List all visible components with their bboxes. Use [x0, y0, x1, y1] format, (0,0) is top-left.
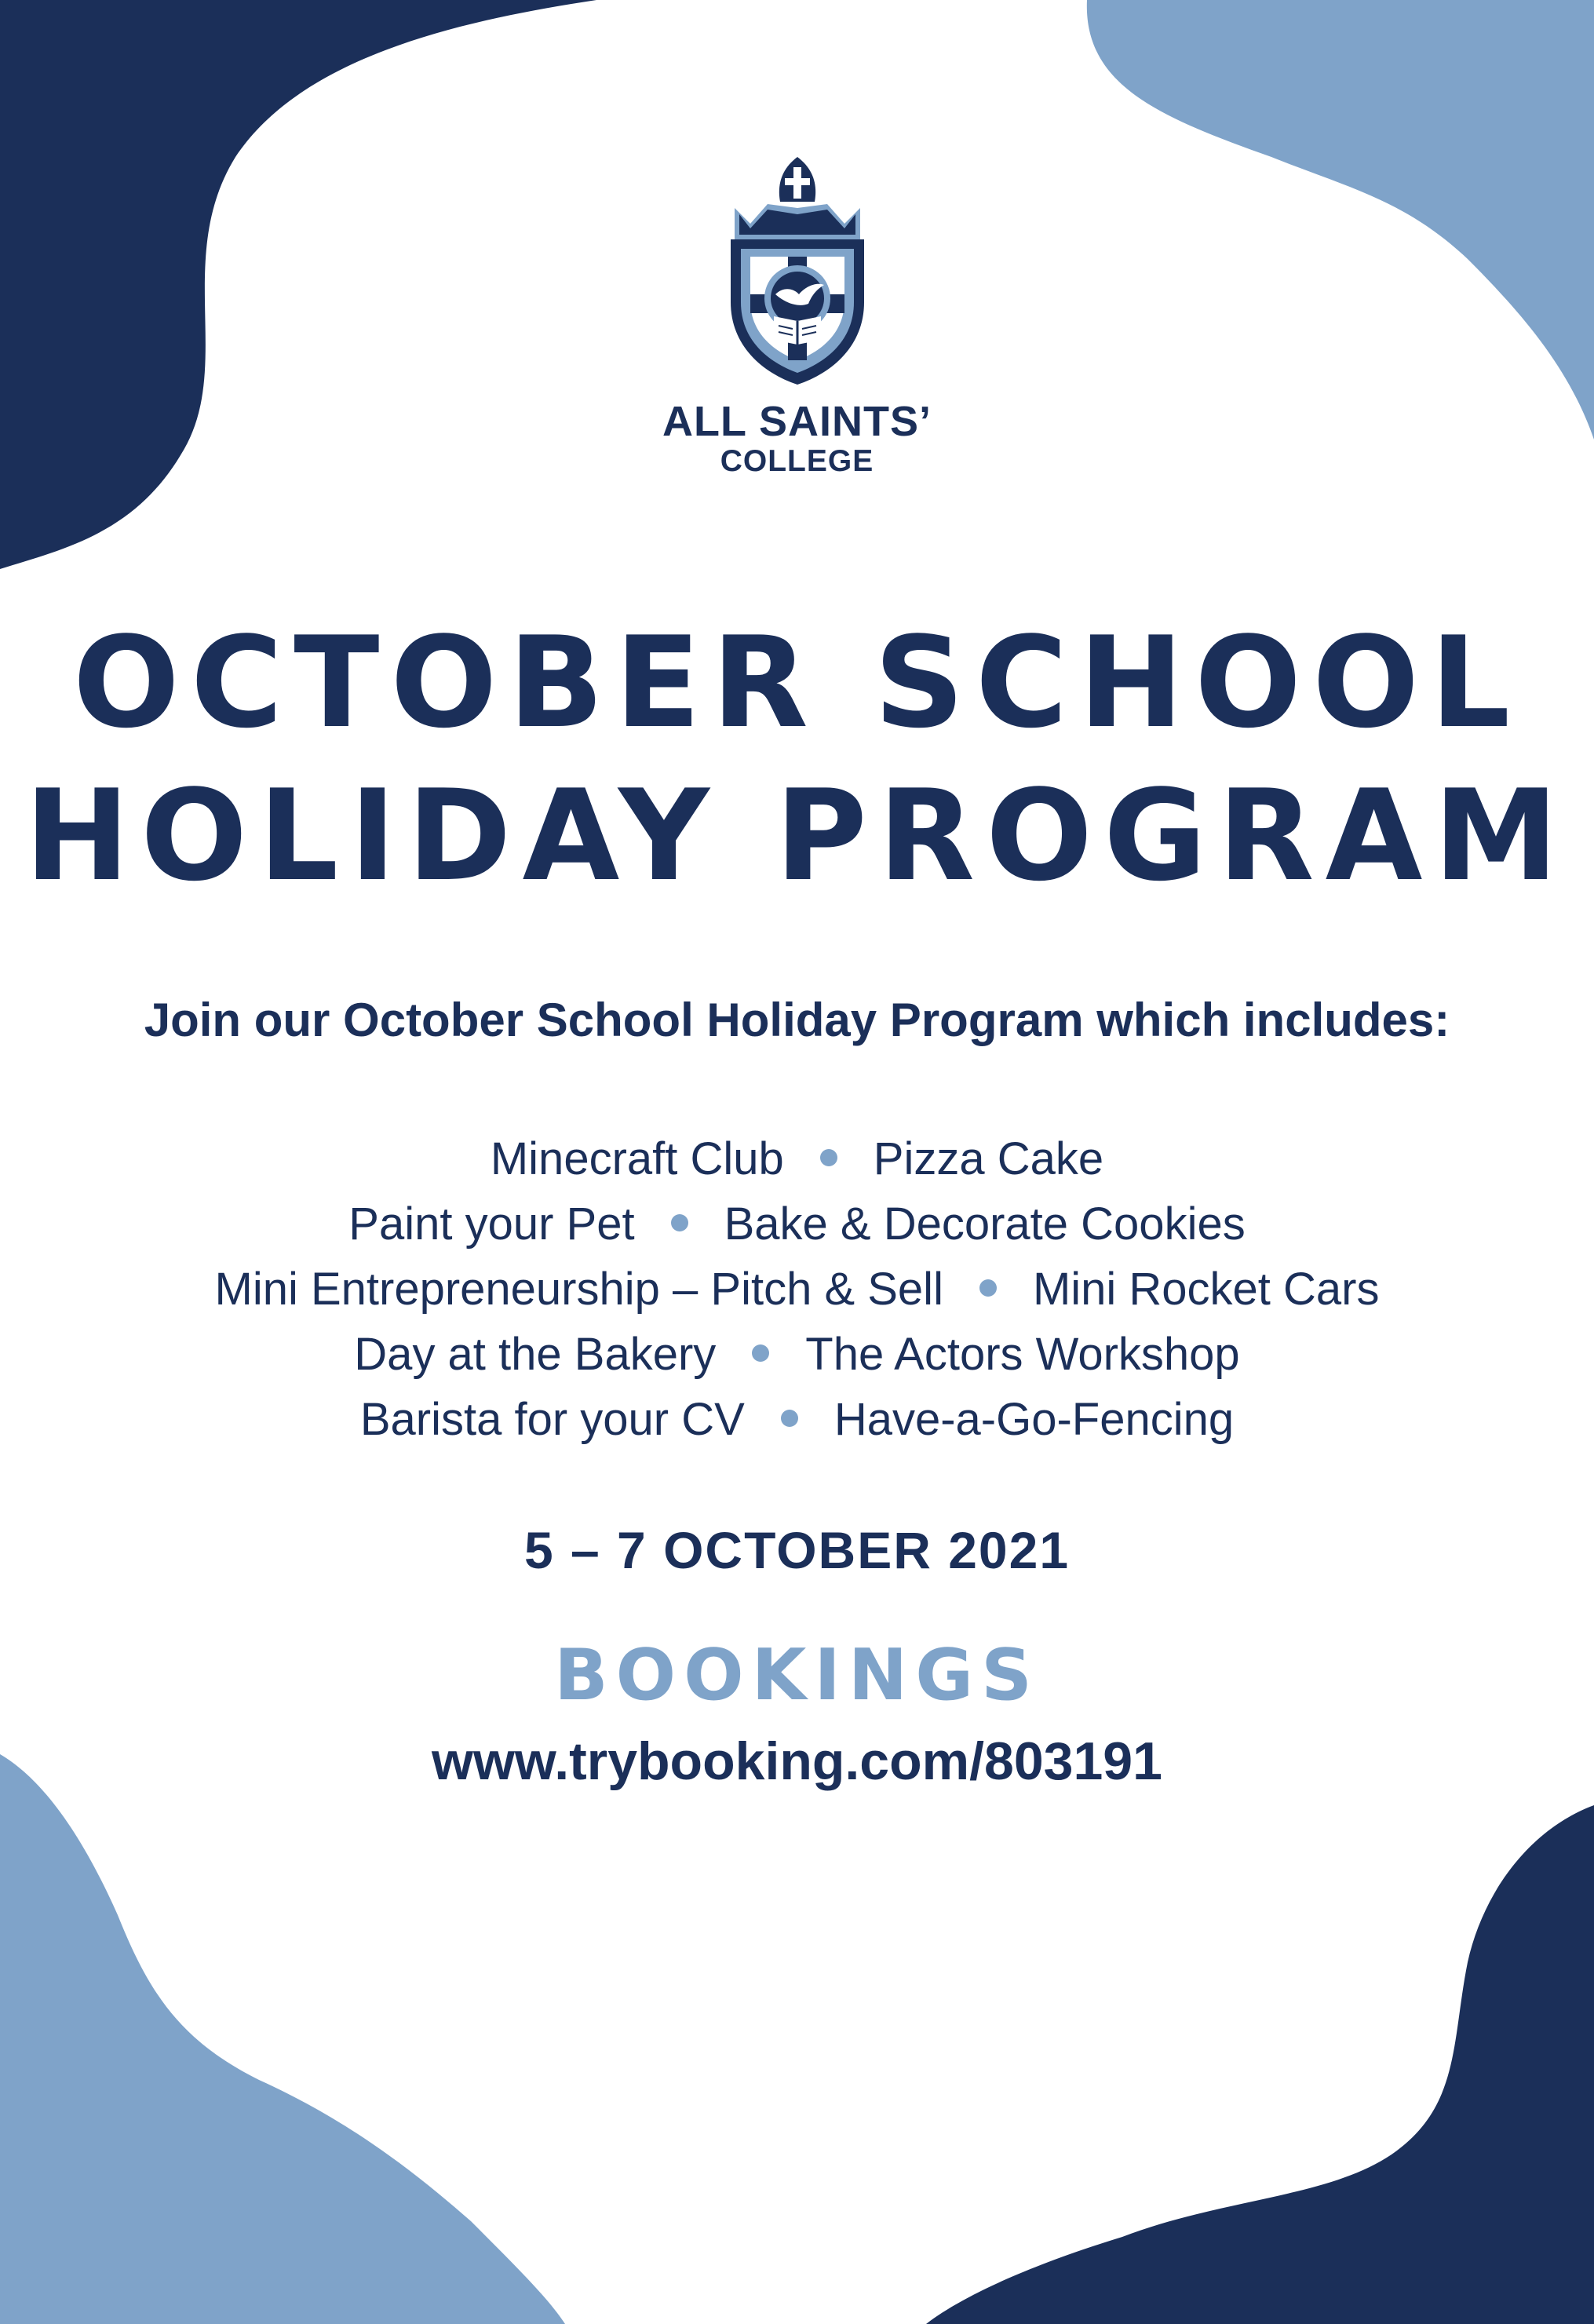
- activity-item: Barista for your CV: [359, 1394, 745, 1445]
- bottom-left-light-shape: [0, 1754, 565, 2324]
- bookings-heading: BOOKINGS: [554, 1634, 1040, 1717]
- school-subtitle: COLLEGE: [720, 444, 874, 478]
- bullet-dot-icon: [781, 1410, 798, 1427]
- school-logo: [0, 153, 1594, 392]
- program-dates: 5 – 7 OCTOBER 2021: [523, 1521, 1071, 1579]
- activity-row: [0, 1191, 1594, 1257]
- activity-row: [0, 1126, 1594, 1191]
- activity-item: Minecraft Club: [490, 1133, 784, 1184]
- title-line-1: OCTOBER SCHOOL: [72, 609, 1522, 756]
- school-crest-icon: [719, 153, 876, 389]
- activity-row: [0, 1387, 1594, 1452]
- title-line-2: HOLIDAY PROGRAM: [24, 762, 1570, 909]
- booking-link[interactable]: www.trybooking.com/803191: [432, 1731, 1162, 1791]
- bullet-dot-icon: [752, 1344, 769, 1362]
- activity-row: [0, 1257, 1594, 1322]
- activity-item: The Actors Workshop: [805, 1329, 1240, 1380]
- school-name: ALL SAINTS’: [662, 398, 932, 445]
- activity-row: [0, 1322, 1594, 1387]
- bullet-dot-icon: [671, 1214, 688, 1231]
- bullet-dot-icon: [979, 1279, 997, 1297]
- activities-list: [0, 1126, 1594, 1452]
- activity-item: Day at the Bakery: [354, 1329, 717, 1380]
- activity-item: Mini Rocket Cars: [1032, 1264, 1380, 1315]
- intro-text: Join our October School Holiday Program which includes:: [144, 994, 1450, 1046]
- bottom-right-navy-shape: [926, 1805, 1594, 2324]
- bullet-dot-icon: [820, 1149, 837, 1166]
- activity-item: Bake & Decorate Cookies: [724, 1198, 1246, 1250]
- activity-item: Pizza Cake: [873, 1133, 1104, 1184]
- activity-item: Have-a-Go-Fencing: [833, 1394, 1235, 1445]
- activity-item: Paint your Pet: [348, 1198, 635, 1250]
- activity-item: Mini Entrepreneurship – Pitch & Sell: [214, 1264, 943, 1315]
